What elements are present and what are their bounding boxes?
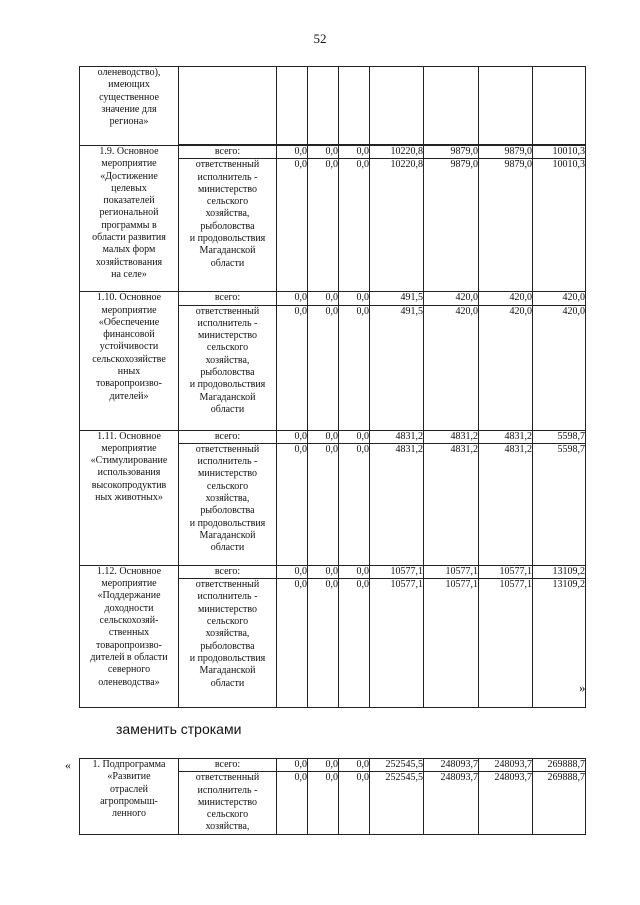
text-line: дителей» bbox=[109, 390, 149, 402]
text-line: сельского bbox=[206, 616, 249, 628]
total-value-cell: 10010,3 bbox=[533, 146, 586, 159]
responsible-executor-cell bbox=[179, 443, 277, 565]
text-line: региональной bbox=[99, 207, 159, 219]
total-label-cell: всего: bbox=[179, 759, 277, 772]
table-row bbox=[80, 292, 586, 305]
total-value-cell: 0,0 bbox=[277, 146, 308, 159]
text-line: министерство bbox=[197, 796, 258, 808]
text-line: хозяйства, bbox=[205, 821, 250, 833]
subprogram-name-cell bbox=[80, 759, 179, 835]
responsible-value-cell: 0,0 bbox=[308, 772, 339, 834]
text-line: рыболовства bbox=[200, 640, 255, 652]
responsible-value-cell: 9879,0 bbox=[424, 159, 479, 292]
text-line: рыболовства bbox=[200, 367, 255, 379]
text-line: мероприятие bbox=[101, 578, 157, 590]
total-value-cell: 0,0 bbox=[308, 759, 339, 772]
text-line: 1.10. Основное bbox=[96, 292, 162, 304]
text-line: исполнитель - bbox=[197, 784, 258, 796]
text-line: товаропроизво- bbox=[96, 378, 162, 390]
responsible-value-cell: 10577,1 bbox=[370, 579, 424, 708]
text-line: области развития bbox=[92, 232, 166, 244]
responsible-value-cell: 252545,5 bbox=[370, 772, 424, 834]
total-label-cell: всего: bbox=[179, 292, 277, 305]
total-value-cell: 420,0 bbox=[479, 292, 533, 305]
responsible-executor-cell bbox=[179, 305, 277, 430]
total-value-cell: 0,0 bbox=[308, 565, 339, 578]
total-value-cell: 0,0 bbox=[277, 292, 308, 305]
activity-name-cell bbox=[80, 565, 179, 707]
table-row bbox=[80, 430, 586, 443]
total-value-cell: 0,0 bbox=[308, 292, 339, 305]
text-line: «Обеспечение bbox=[98, 316, 160, 328]
total-label-cell: всего: bbox=[179, 565, 277, 578]
text-line: области bbox=[210, 403, 245, 415]
total-value-cell: 0,0 bbox=[339, 292, 370, 305]
text-line: ответственный bbox=[195, 579, 260, 591]
text-line: агропромыш- bbox=[100, 795, 158, 807]
total-value-cell: 0,0 bbox=[277, 565, 308, 578]
total-value-cell bbox=[424, 67, 479, 145]
text-line: ответственный bbox=[195, 772, 260, 784]
text-line: сельского bbox=[206, 342, 249, 354]
responsible-value-cell: 13109,2 bbox=[533, 579, 586, 708]
text-line: хозяйствования bbox=[95, 256, 163, 268]
total-value-cell: 9879,0 bbox=[479, 146, 533, 159]
text-line: целевых bbox=[111, 182, 147, 194]
total-value-cell: 9879,0 bbox=[424, 146, 479, 159]
text-line: программы в bbox=[101, 219, 157, 231]
activity-name-cell bbox=[80, 292, 179, 430]
responsible-value-cell: 9879,0 bbox=[479, 159, 533, 292]
text-line: исполнитель - bbox=[197, 456, 258, 468]
text-line: устойчивости bbox=[99, 341, 159, 353]
table-row bbox=[80, 67, 586, 145]
responsible-value-cell: 0,0 bbox=[339, 305, 370, 430]
responsible-value-cell: 0,0 bbox=[277, 443, 308, 565]
total-value-cell bbox=[308, 67, 339, 145]
total-value-cell: 420,0 bbox=[533, 292, 586, 305]
text-line: и продовольствия bbox=[189, 517, 266, 529]
text-line: нных bbox=[117, 366, 141, 378]
text-line: министерство bbox=[197, 330, 258, 342]
text-line: рыболовства bbox=[200, 220, 255, 232]
total-value-cell: 248093,7 bbox=[479, 759, 533, 772]
text-line: и продовольствия bbox=[189, 379, 266, 391]
funding-table-top bbox=[79, 66, 586, 708]
text-line: финансовой bbox=[103, 329, 155, 341]
text-line: товаропроизво- bbox=[96, 639, 162, 651]
text-line: ственных bbox=[108, 627, 150, 639]
responsible-value-cell: 0,0 bbox=[308, 305, 339, 430]
responsible-value-cell: 10220,8 bbox=[370, 159, 424, 292]
responsible-value-cell: 5598,7 bbox=[533, 443, 586, 565]
responsible-value-cell: 10010,3 bbox=[533, 159, 586, 292]
funding-table-bottom bbox=[79, 758, 586, 835]
responsible-value-cell: 0,0 bbox=[308, 159, 339, 292]
total-value-cell bbox=[370, 67, 424, 145]
total-value-cell: 4831,2 bbox=[424, 430, 479, 443]
total-value-cell: 10577,1 bbox=[479, 565, 533, 578]
text-line: дителей в области bbox=[90, 651, 168, 663]
responsible-value-cell: 420,0 bbox=[533, 305, 586, 430]
text-line: доходности bbox=[104, 602, 154, 614]
text-line: 1.11. Основное bbox=[97, 430, 161, 442]
text-line: хозяйства, bbox=[205, 354, 250, 366]
text-line: мероприятие bbox=[101, 442, 157, 454]
text-line: «Развитие bbox=[107, 771, 151, 783]
table-row bbox=[80, 146, 586, 159]
text-line: оленеводство), bbox=[97, 67, 161, 78]
responsible-value-cell: 0,0 bbox=[339, 159, 370, 292]
total-value-cell: 0,0 bbox=[277, 430, 308, 443]
text-line: ленного bbox=[112, 808, 146, 820]
text-line: ответственный bbox=[195, 443, 260, 455]
responsible-executor-cell bbox=[179, 579, 277, 708]
responsible-executor-cell bbox=[179, 772, 277, 834]
text-line: мероприятие bbox=[101, 304, 157, 316]
total-label-cell bbox=[179, 67, 277, 145]
total-value-cell: 0,0 bbox=[277, 759, 308, 772]
responsible-value-cell: 0,0 bbox=[339, 579, 370, 708]
text-line: хозяйства, bbox=[205, 208, 250, 220]
text-line: ответственный bbox=[195, 305, 260, 317]
activity-name-cell bbox=[80, 67, 179, 146]
text-line: сельскохозяйстве bbox=[92, 353, 166, 365]
text-line: области bbox=[210, 542, 245, 554]
text-line: исполнитель - bbox=[197, 171, 258, 183]
text-line: сельского bbox=[206, 196, 249, 208]
text-line: «Достижение bbox=[100, 170, 158, 182]
text-line: сельского bbox=[206, 480, 249, 492]
table-row bbox=[80, 565, 586, 578]
text-line: Магаданской bbox=[199, 529, 256, 541]
text-line: и продовольствия bbox=[189, 233, 266, 245]
text-line: министерство bbox=[197, 183, 258, 195]
responsible-value-cell: 0,0 bbox=[277, 305, 308, 430]
responsible-value-cell: 491,5 bbox=[370, 305, 424, 430]
total-value-cell: 269888,7 bbox=[533, 759, 586, 772]
total-label-cell: всего: bbox=[179, 146, 277, 159]
text-line: ных животных» bbox=[95, 492, 163, 504]
text-line: области bbox=[210, 257, 245, 269]
responsible-value-cell: 0,0 bbox=[277, 579, 308, 708]
text-line: имеющих bbox=[108, 79, 150, 91]
text-line: сельского bbox=[206, 809, 249, 821]
total-value-cell: 0,0 bbox=[339, 430, 370, 443]
text-line: исполнитель - bbox=[197, 317, 258, 329]
total-value-cell bbox=[339, 67, 370, 145]
total-value-cell: 4831,2 bbox=[370, 430, 424, 443]
responsible-value-cell: 420,0 bbox=[479, 305, 533, 430]
text-line: существенное bbox=[99, 91, 159, 103]
text-line: министерство bbox=[197, 468, 258, 480]
total-value-cell bbox=[277, 67, 308, 145]
text-line: значение для bbox=[101, 103, 157, 115]
total-value-cell: 248093,7 bbox=[424, 759, 479, 772]
text-line: министерство bbox=[197, 603, 258, 615]
responsible-value-cell: 0,0 bbox=[277, 159, 308, 292]
total-value-cell: 10577,1 bbox=[370, 565, 424, 578]
total-value-cell: 0,0 bbox=[308, 430, 339, 443]
page-number: 52 bbox=[313, 31, 327, 46]
total-label-cell: всего: bbox=[179, 430, 277, 443]
total-value-cell: 0,0 bbox=[339, 759, 370, 772]
total-value-cell: 10220,8 bbox=[370, 146, 424, 159]
text-line: отраслей bbox=[109, 783, 149, 795]
activity-name-cell bbox=[80, 146, 179, 292]
total-value-cell: 13109,2 bbox=[533, 565, 586, 578]
responsible-value-cell: 10577,1 bbox=[479, 579, 533, 708]
total-value-cell: 252545,5 bbox=[370, 759, 424, 772]
responsible-value-cell: 248093,7 bbox=[479, 772, 533, 834]
text-line: области bbox=[210, 677, 245, 689]
text-line: хозяйства, bbox=[205, 493, 250, 505]
replace-with-rows-text: заменить строками bbox=[116, 721, 242, 737]
activity-name-cell bbox=[80, 430, 179, 565]
text-line: Магаданской bbox=[199, 391, 256, 403]
closing-quote: » bbox=[579, 680, 586, 695]
total-value-cell: 0,0 bbox=[339, 565, 370, 578]
responsible-value-cell: 248093,7 bbox=[424, 772, 479, 834]
responsible-value-cell: 0,0 bbox=[339, 772, 370, 834]
responsible-value-cell: 269888,7 bbox=[533, 772, 586, 834]
text-line: рыболовства bbox=[200, 505, 255, 517]
text-line: использования bbox=[97, 467, 161, 479]
text-line: региона» bbox=[109, 116, 149, 128]
text-line: оленеводства» bbox=[98, 676, 160, 688]
total-value-cell: 0,0 bbox=[308, 146, 339, 159]
text-line: высокопродуктив bbox=[91, 479, 167, 491]
total-value-cell: 5598,7 bbox=[533, 430, 586, 443]
total-value-cell: 0,0 bbox=[339, 146, 370, 159]
text-line: 1.9. Основное bbox=[99, 146, 159, 157]
text-line: исполнитель - bbox=[197, 591, 258, 603]
responsible-value-cell: 0,0 bbox=[308, 443, 339, 565]
responsible-value-cell: 0,0 bbox=[339, 443, 370, 565]
total-value-cell: 420,0 bbox=[424, 292, 479, 305]
table-row bbox=[80, 759, 586, 772]
text-line: «Поддержание bbox=[97, 590, 161, 602]
text-line: хозяйства, bbox=[205, 628, 250, 640]
text-line: малых форм bbox=[102, 244, 156, 256]
text-line: мероприятие bbox=[101, 158, 157, 170]
text-line: «Стимулирование bbox=[90, 455, 168, 467]
text-line: Магаданской bbox=[199, 665, 256, 677]
text-line: Магаданской bbox=[199, 245, 256, 257]
responsible-executor-cell bbox=[179, 159, 277, 292]
responsible-value-cell: 420,0 bbox=[424, 305, 479, 430]
text-line: на селе» bbox=[111, 268, 147, 280]
text-line: и продовольствия bbox=[189, 652, 266, 664]
total-value-cell: 491,5 bbox=[370, 292, 424, 305]
text-line: сельскохозяй- bbox=[99, 615, 159, 627]
responsible-value-cell: 4831,2 bbox=[424, 443, 479, 565]
text-line: 1.12. Основное bbox=[96, 565, 162, 577]
responsible-value-cell: 0,0 bbox=[308, 579, 339, 708]
responsible-value-cell: 0,0 bbox=[277, 772, 308, 834]
responsible-value-cell: 10577,1 bbox=[424, 579, 479, 708]
total-value-cell: 10577,1 bbox=[424, 565, 479, 578]
total-value-cell: 4831,2 bbox=[479, 430, 533, 443]
text-line: северного bbox=[107, 664, 151, 676]
opening-quote: « bbox=[65, 758, 71, 772]
text-line: 1. Подпрограмма bbox=[92, 759, 166, 770]
responsible-value-cell: 4831,2 bbox=[479, 443, 533, 565]
text-line: ответственный bbox=[195, 159, 260, 171]
total-value-cell bbox=[479, 67, 533, 145]
text-line: показателей bbox=[103, 195, 155, 207]
responsible-value-cell: 4831,2 bbox=[370, 443, 424, 565]
total-value-cell bbox=[533, 67, 586, 145]
